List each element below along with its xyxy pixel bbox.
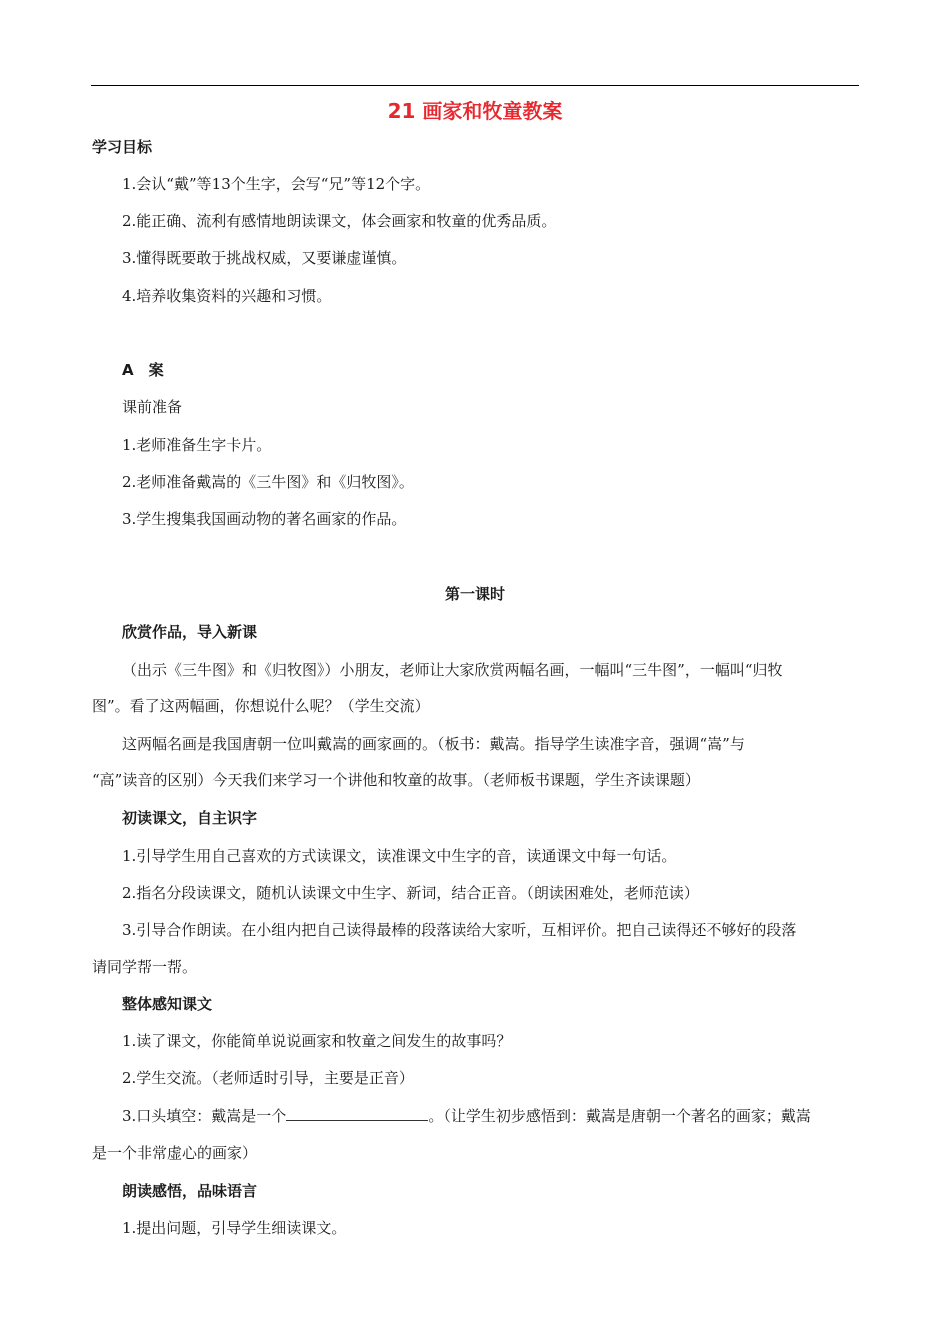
section-heading: 朗读感悟，品味语言 [122, 1182, 258, 1200]
objective-item: 1.会认“戴”等13个生字，会写“兄”等12个字。 [122, 175, 431, 193]
header-rule [91, 85, 859, 86]
list-item: 2.指名分段读课文，随机认读课文中生字、新词，结合正音。（朗读困难处，老师范读） [122, 884, 699, 902]
objective-item: 4.培养收集资料的兴趣和习惯。 [122, 287, 332, 305]
paragraph-line: “高”读音的区别）今天我们来学习一个讲他和牧童的故事。（老师板书课题，学生齐读课题） [92, 771, 700, 789]
prep-item: 3.学生搜集我国画动物的著名画家的作品。 [122, 510, 407, 528]
list-item: 2.学生交流。（老师适时引导，主要是正音） [122, 1069, 414, 1087]
fill-blank-suffix: 。（让学生初步感悟到：戴嵩是唐朝一个著名的画家；戴嵩 [428, 1107, 811, 1125]
objective-item: 3.懂得既要敢于挑战权威，又要谦虚谨慎。 [122, 249, 407, 267]
paragraph-line: 图”。看了这两幅画，你想说什么呢？（学生交流） [92, 697, 430, 715]
section-heading: 初读课文，自主识字 [122, 809, 258, 827]
fill-blank-item [122, 1106, 860, 1126]
list-item-continuation: 是一个非常虚心的画家） [92, 1144, 258, 1162]
list-item: 1.提出问题，引导学生细读课文。 [122, 1219, 347, 1237]
list-item-continuation: 请同学帮一帮。 [92, 958, 198, 976]
list-item: 1.引导学生用自己喜欢的方式读课文，读准课文中生字的音，读通课文中每一句话。 [122, 847, 677, 865]
section-heading: 整体感知课文 [122, 995, 213, 1013]
paragraph-line: 这两幅名画是我国唐朝一位叫戴嵩的画家画的。（板书：戴嵩。指导学生读准字音，强调“嵩”与 [122, 735, 745, 753]
objectives-heading: 学习目标 [92, 138, 153, 156]
objective-item: 2.能正确、流利有感情地朗读课文，体会画家和牧童的优秀品质。 [122, 212, 557, 230]
fill-blank-prefix: 3.口头填空：戴嵩是一个 [122, 1107, 287, 1125]
lesson-heading: 第一课时 [444, 585, 505, 603]
list-item: 1.读了课文，你能简单说说画家和牧童之间发生的故事吗？ [122, 1032, 512, 1050]
prep-item: 2.老师准备戴嵩的《三牛图》和《归牧图》。 [122, 473, 414, 491]
fill-blank-line [286, 1106, 428, 1121]
plan-a-heading: A 案 [122, 361, 164, 379]
paragraph-line: （出示《三牛图》和《归牧图》）小朋友，老师让大家欣赏两幅名画，一幅叫“三牛图”，一幅叫“归牧 [122, 661, 783, 679]
page-title: 21 画家和牧童教案 [387, 99, 563, 123]
list-item: 3.引导合作朗读。在小组内把自己读得最棒的段落读给大家听，互相评价。把自己读得还不够好的段落 [122, 921, 797, 939]
section-heading: 欣赏作品，导入新课 [122, 623, 258, 641]
prep-item: 1.老师准备生字卡片。 [122, 436, 272, 454]
prep-heading: 课前准备 [122, 398, 183, 416]
